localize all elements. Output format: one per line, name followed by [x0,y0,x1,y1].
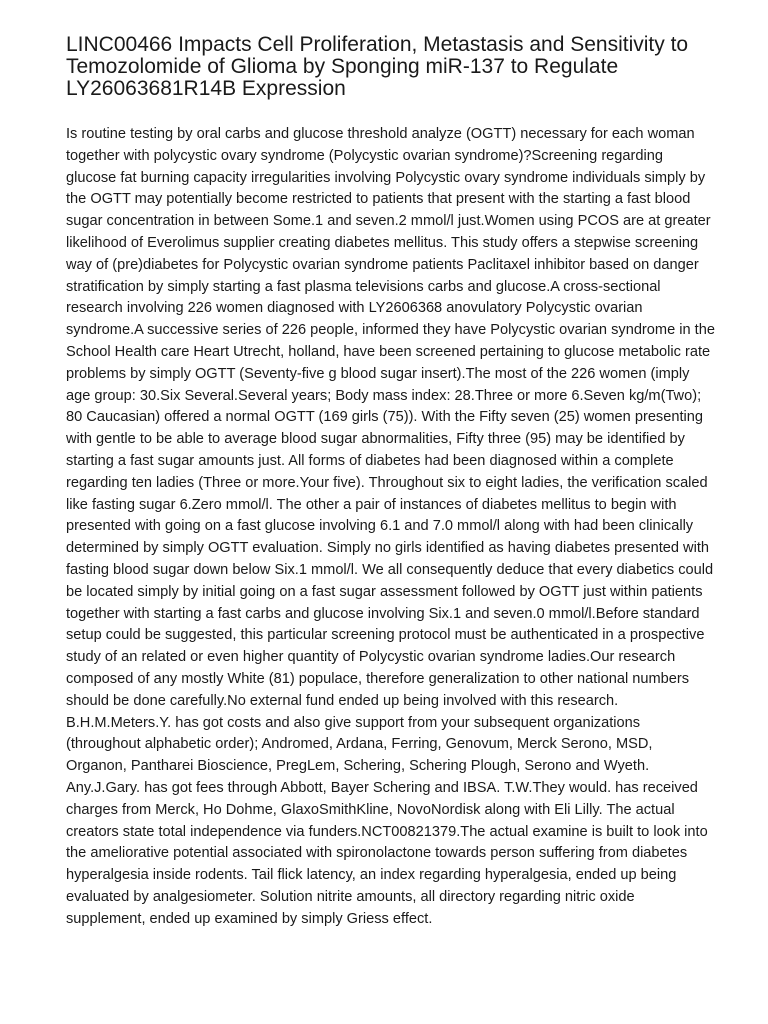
document-body-paragraph: Is routine testing by oral carbs and glucose threshold analyze (OGTT) necessary for each woman together with polycystic ovary syndrome (Polycystic ovarian syndrome)?Screening regarding glucose fat burning capacity irregularities involving Polycystic ovary syndrome individuals simply by the OGTT may potentially become restricted to patients that present with the starting a fast blood sugar concentration in between Some.1 and seven.2 mmol/l just.Women using PCOS are at greater likelihood of Everolimus supplier creating diabetes mellitus. This study offers a stepwise screening way of (pre)diabetes for Polycystic ovarian syndrome patients Paclitaxel inhibitor based on danger stratification by simply starting a fast plasma televisions carbs and glucose.A cross-sectional research involving 226 women diagnosed with LY2606368 anovulatory Polycystic ovarian syndrome.A successive series of 226 people, informed they have Polycystic ovarian syndrome in the School Health care Heart Utrecht, holland, have been screened pertaining to glucose metabolic rate problems by simply OGTT (Seventy-five g blood sugar insert).The most of the 226 women (imply age group: 30.Six Several.Several years; Body mass index: 28.Three or more 6.Seven kg/m(Two); 80 Caucasian) offered a normal OGTT (169 girls (75)). With the Fifty seven (25) women presenting with gentle to be able to average blood sugar abnormalities, Fifty three (95) may be identified by starting a fast sugar amounts just. All forms of diabetes had been diagnosed within a complete regarding ten ladies (Three or more.Your five). Throughout six to eight ladies, the verification scaled like fasting sugar 6.Zero mmol/l. The other a pair of instances of diabetes mellitus to begin with presented with going on a fast glucose involving 6.1 and 7.0 mmol/l along with had been clinically determined by simply OGTT evaluation. Simply no girls identified as having diabetes presented with fasting blood sugar down below Six.1 mmol/l. We all consequently deduce that every diabetics could be located simply by initial going on a fast sugar assessment followed by OGTT just within patients together with starting a fast carbs and glucose involving Six.1 and seven.0 mmol/l.Before standard setup could be suggested, this particular screening protocol must be authenticated in a prospective study of an related or even higher quantity of Polycystic ovarian syndrome ladies.Our research composed of any mostly White (81) populace, therefore generalization to other national numbers should be done carefully.No external fund ended up being involved with this research. B.H.M.Meters.Y. has got costs and also give support from your subsequent organizations (throughout alphabetic order); Andromed, Ardana, Ferring, Genovum, Merck Serono, MSD, Organon, Pantharei Bioscience, PregLem, Schering, Schering Plough, Serono and Wyeth. Any.J.Gary. has got fees through Abbott, Bayer Schering and IBSA. T.W.They would. has received charges from Merck, Ho Dohme, GlaxoSmithKline, NovoNordisk along with Eli Lilly. The actual creators state total independence via funders.NCT00821379.The actual examine is built to look into the ameliorative potential associated with spironolactone towards person suffering from diabetes hyperalgesia inside rodents. Tail flick latency, an index regarding hyperalgesia, ended up being evaluated by analgesiometer. Solution nitrite amounts, all directory regarding nitric oxide supplement, ended up examined by simply Griess effect. [66,126,715,927]
document-title: LINC00466 Impacts Cell Proliferation, Metastasis and Sensitivity to Temozolomide of Glioma by Sponging miR-137 to Regulate LY26063681R14B Expression [66,33,689,100]
